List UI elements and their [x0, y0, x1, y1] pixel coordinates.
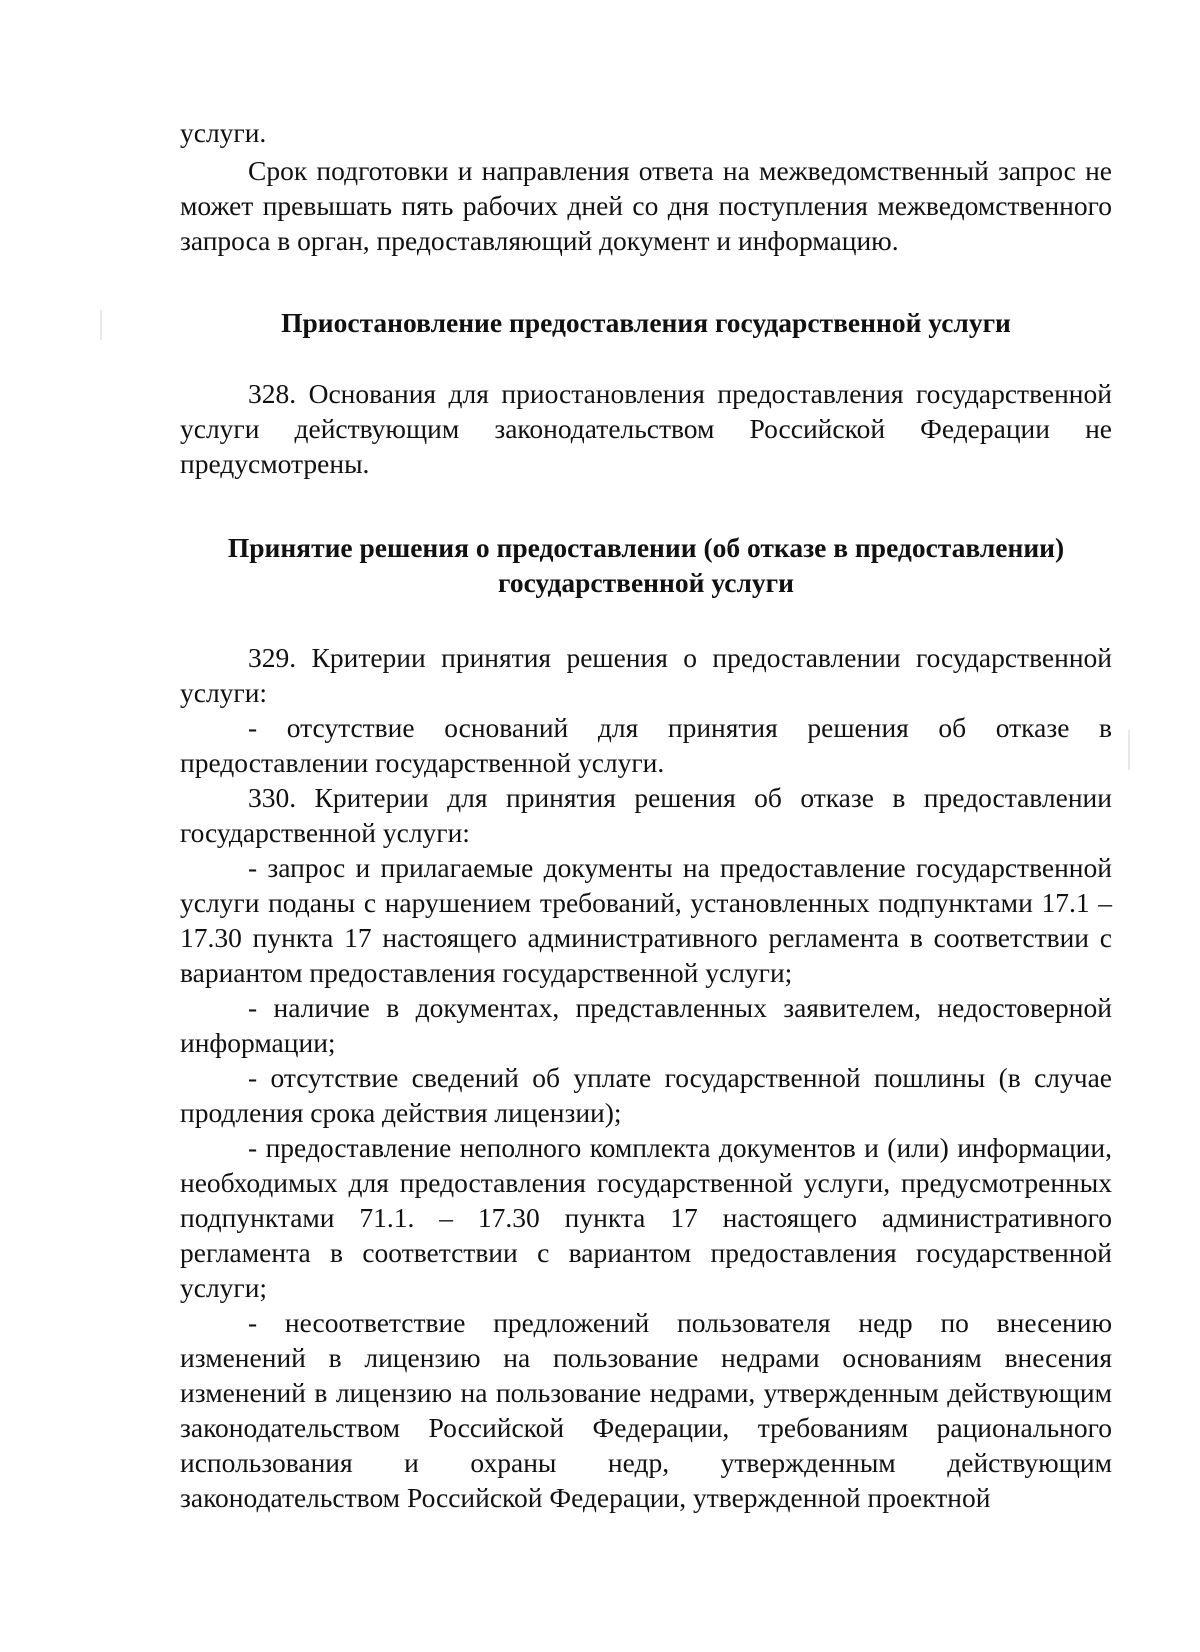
- item-330-bullet: - запрос и прилагаемые документы на предоставление государственной услуги поданы с нарушением требований, установленных подпунктами 17.1 – 17.30 пункта 17 настоящего административного регламента в соответствии с вариантом предоставления государственной услуги;: [180, 852, 1112, 988]
- heading-suspension: Приостановление предоставления государственной услуги: [281, 307, 1011, 338]
- criteria-section: [180, 640, 1112, 1515]
- scan-edge-mark: [100, 310, 102, 340]
- item-330-bullet: - наличие в документах, представленных заявителем, недостоверной информации;: [180, 992, 1112, 1058]
- item-330-paragraph: 330. Критерии для принятия решения об отказе в предоставлении государственной услуги:: [180, 782, 1112, 848]
- deadline-paragraph: Срок подготовки и направления ответа на межведомственный запрос не может превышать пять рабочих дней со дня поступления межведомственного запроса в орган, предоставляющий документ и информацию.: [180, 155, 1112, 256]
- document-page: [180, 0, 1112, 1652]
- item-328-paragraph: 328. Основания для приостановления предоставления государственной услуги действующим законодательством Российской Федерации не предусмотрены.: [180, 378, 1112, 479]
- continued-text-fragment: услуги.: [180, 117, 267, 148]
- scan-edge-mark: [1128, 730, 1130, 770]
- item-330-bullet: - отсутствие сведений об уплате государственной пошлины (в случае продления срока действия лицензии);: [180, 1062, 1112, 1128]
- item-329-bullet: - отсутствие оснований для принятия решения об отказе в предоставлении государственной услуги.: [180, 712, 1112, 778]
- item-329-paragraph: 329. Критерии принятия решения о предоставлении государственной услуги:: [180, 642, 1112, 708]
- item-330-bullet: - предоставление неполного комплекта документов и (или) информации, необходимых для предоставления государственной услуги, предусмотренных подпунктами 71.1. – 17.30 пункта 17 настоящего административного регламента в соответствии с вариантом предоставления государственной услуги;: [180, 1132, 1112, 1303]
- heading-decision-line-1: Принятие решения о предоставлении (об отказе в предоставлении): [227, 532, 1065, 563]
- heading-decision-line-2: государственной услуги: [498, 567, 794, 598]
- heading-decision: [180, 530, 1112, 600]
- item-330-bullet: - несоответствие предложений пользователя недр по внесению изменений в лицензию на пользование недрами основаниям внесения изменений в лицензию на пользование недрами, утвержденным действующим законодательством Российской Федерации, требованиям рационального использования и охраны недр, утвержденным действующим законодательством Российской Федерации, утвержденной проектной: [180, 1307, 1112, 1513]
